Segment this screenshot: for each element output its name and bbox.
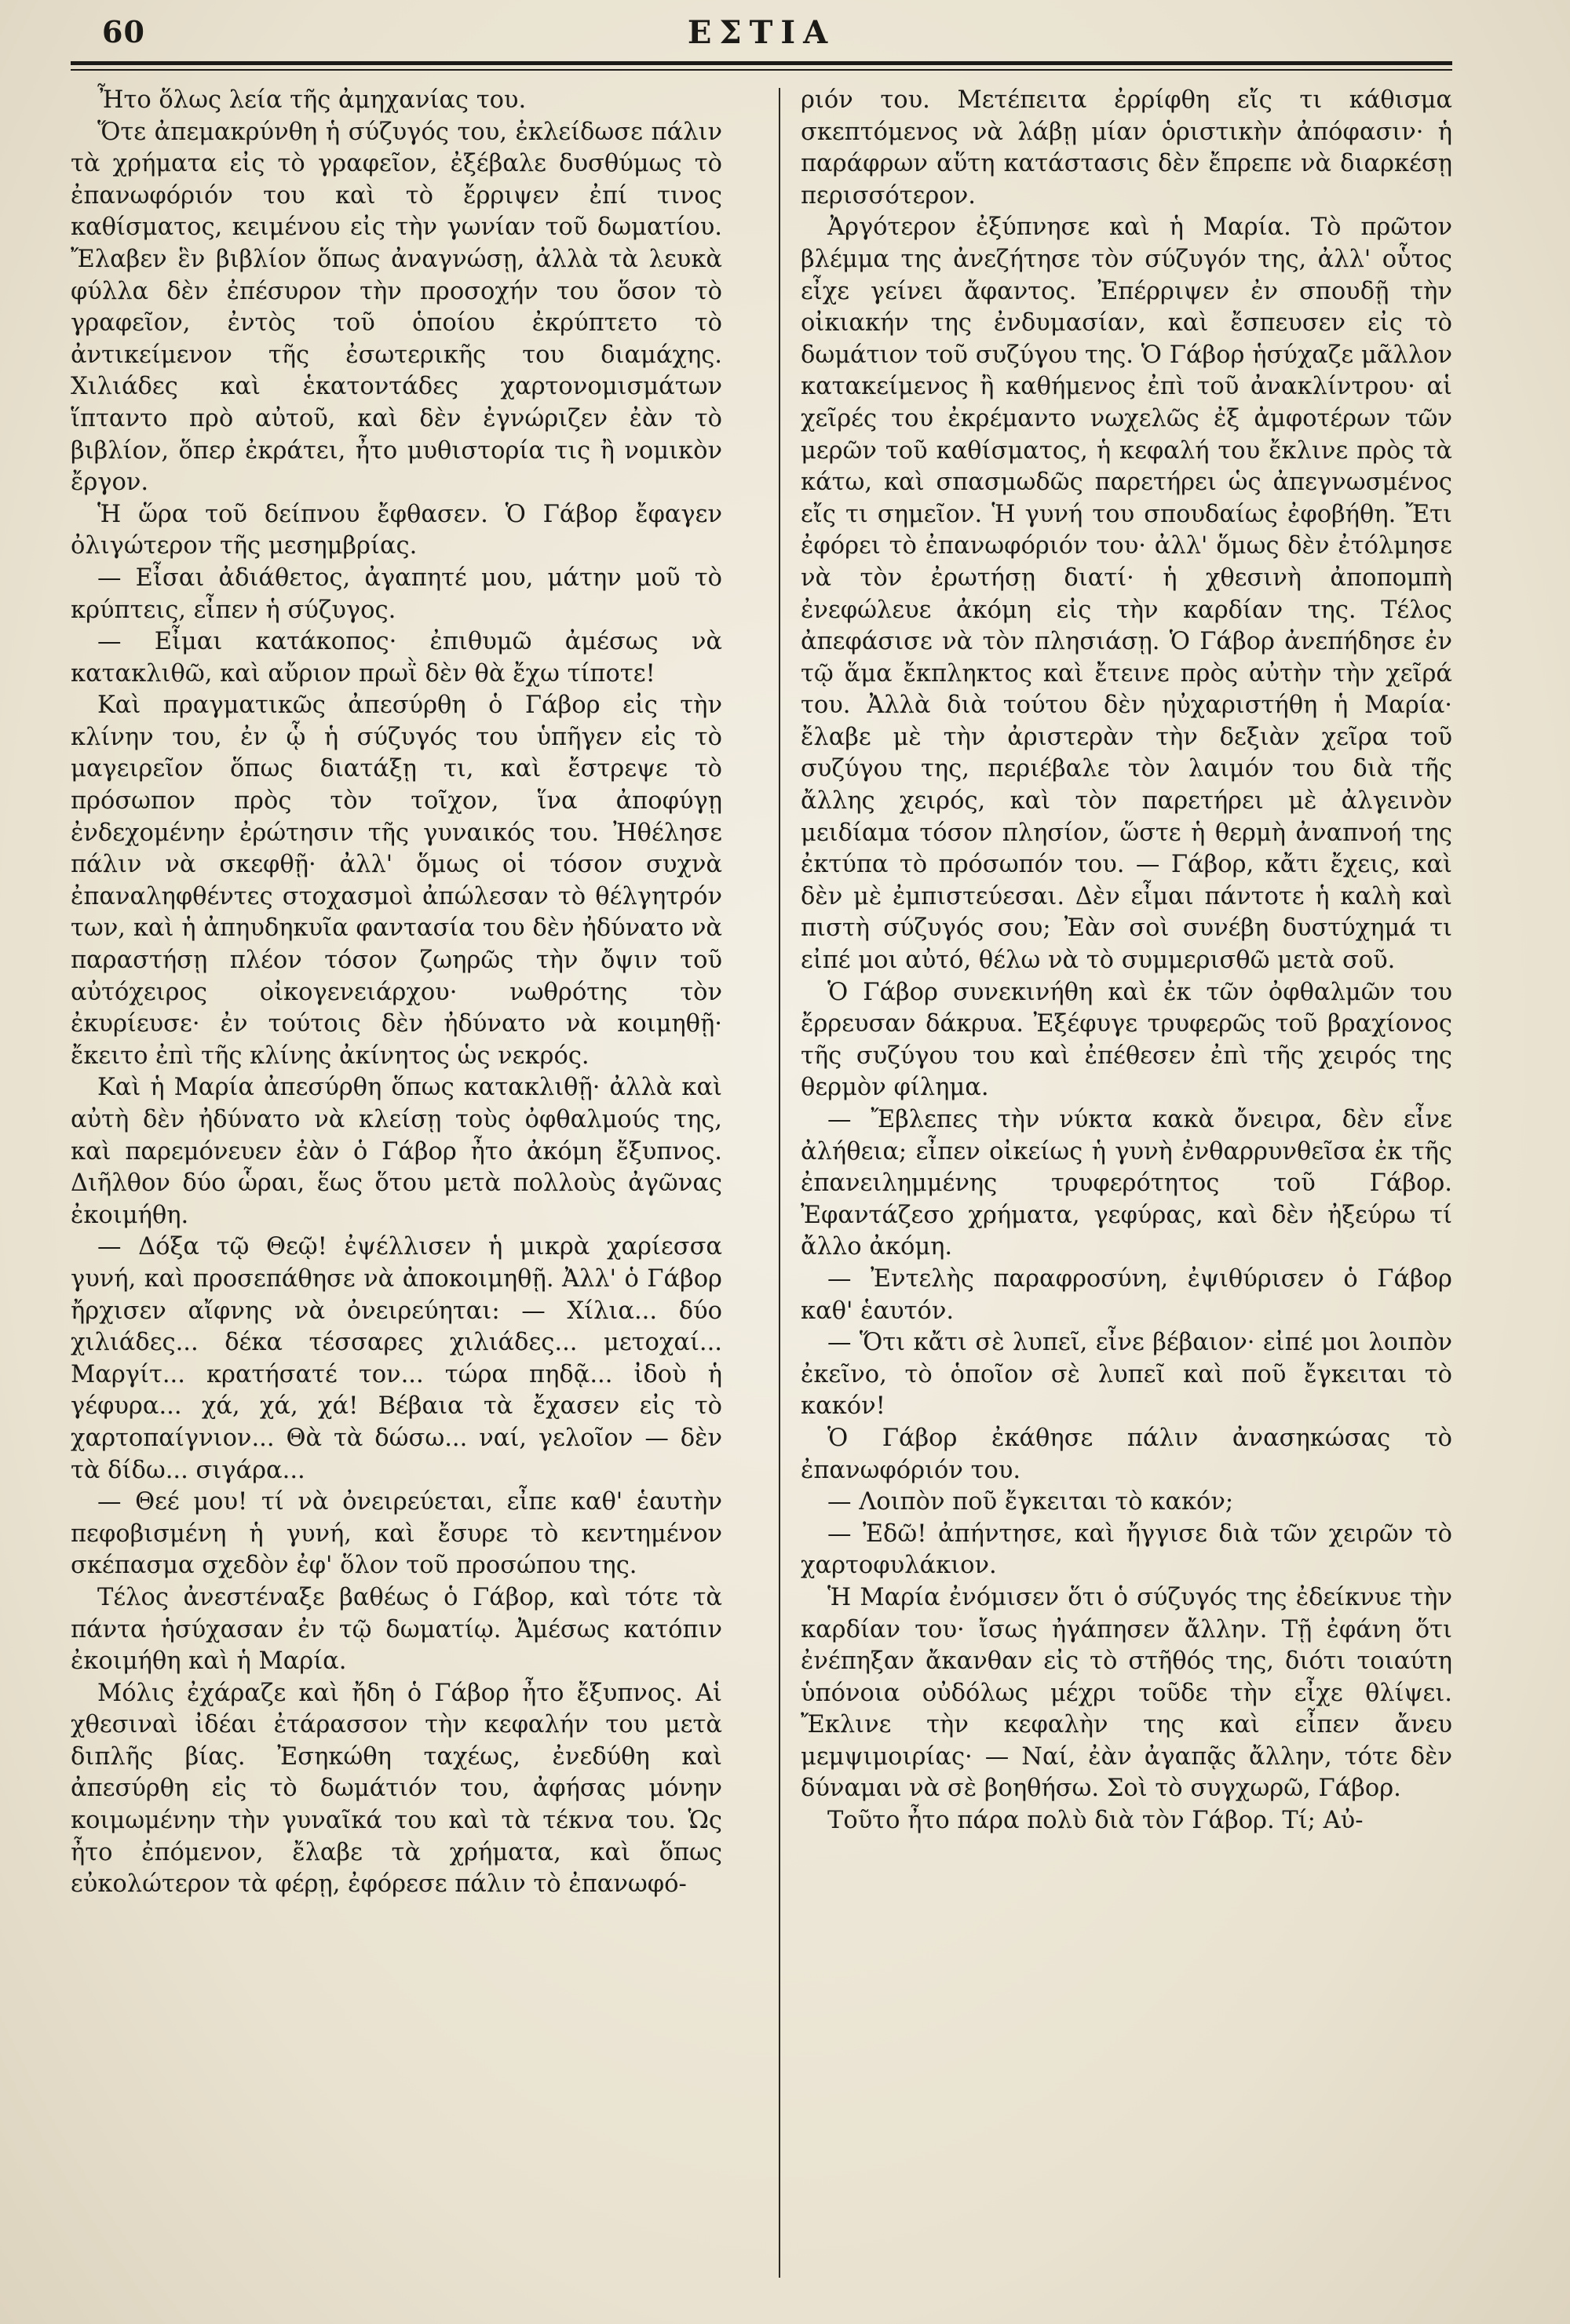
right-paragraph: Ὁ Γάβορ συνεκινήθη καὶ ἐκ τῶν ὀφθαλμῶν του ἔρρευσαν δάκρυα. Ἐξέφυγε τρυφερῶς τοῦ βραχίονος τῆς συζύγου του καὶ ἐπέθεσεν ἐπὶ τῆς χειρός της θερμὸν φίλημα.	[801, 978, 1452, 1102]
header-rule-thin	[71, 69, 1452, 71]
right-paragraph: Ἀργότερον ἐξύπνησε καὶ ἡ Μαρία. Τὸ πρῶτον βλέμμα της ἀνεζήτησε τὸν σύζυγόν της, ἀλλ' οὗτος εἶχε γείνει ἄφαντος. Ἐπέρριψεν ἐν σπουδῇ τὴν οἰκιακήν της ἐνδυμασίαν, καὶ ἔσπευσεν εἰς τὸ δωμάτιον τοῦ συζύγου της. Ὁ Γάβορ ἡσύχαζε μᾶλλον κατακείμενος ἢ καθήμενος ἐπὶ τοῦ ἀνακλίντρου· αἱ χεῖρές του ἐκρέμαντο νωχελῶς ἐξ ἀμφοτέρων τῶν μερῶν τοῦ καθίσματος, ἡ κεφαλή του ἔκλινε πρὸς τὰ κάτω, καὶ σπασμωδῶς παρετήρει ὡς ἀπεγνωσμένος εἴς τι σημεῖον. Ἡ γυνή του σπουδαίως ἐφοβήθη. Ἔτι ἐφόρει τὸ ἐπανωφόριόν του· ἀλλ' ὅμως δὲν ἐτόλμησε νὰ τὸν ἐρωτήσῃ διατί· ἡ χθεσινὴ ἀποπομπὴ ἐνεφώλευε ἀκόμη εἰς τὴν καρδίαν της. Τέλος ἀπεφάσισε νὰ τὸν πλησιάσῃ. Ὁ Γάβορ ἀνεπήδησε ἐν τῷ ἅμα ἔκπληκτος καὶ ἔτεινε πρὸς αὐτὴν τὴν χεῖρά του. Ἀλλὰ διὰ τούτου δὲν ηὐχαριστήθη ἡ Μαρία· ἔλαβε μὲ τὴν ἀριστερὰν τὴν δεξιὰν χεῖρα τοῦ συζύγου της, περιέβαλε τὸν λαιμόν του διὰ τῆς ἄλλης χειρός, καὶ τὸν παρετήρει μὲ ἀλγεινὸν μειδίαμα τόσον πλησίον, ὥστε ἡ θερμὴ ἀναπνοή της ἐκτύπα τὸ πρόσωπόν του. — Γάβορ, κἄτι ἔχεις, καὶ δὲν μὲ ἐμπιστεύεσαι. Δὲν εἶμαι πάντοτε ἡ καλὴ καὶ πιστὴ σύζυγός σου; Ἐὰν σοὶ συνέβη δυστύχημά τι εἰπέ μοι αὐτό, θέλω νὰ τὸ συμμερισθῶ μετὰ σοῦ.	[801, 213, 1452, 975]
left-paragraph: — Δόξα τῷ Θεῷ! ἐψέλλισεν ἡ μικρὰ χαρίεσσα γυνή, καὶ προσεπάθησε νὰ ἀποκοιμηθῇ. Ἀλλ' ὁ Γάβορ ἤρχισεν αἴφνης νὰ ὀνειρεύηται: — Χίλια... δύο χιλιάδες... δέκα τέσσαρες χιλιάδες... μετοχαί... Μαργίτ... κρατήσατέ τον... τώρα πηδᾷ... ἰδοὺ ἡ γέφυρα... χά, χά, χά! Βέβαια τὰ ἔχασεν εἰς τὸ χαρτοπαίγνιον... Θὰ τὰ δώσω... ναί, γελοῖον — δὲν τὰ δίδω... σιγάρα...	[71, 1233, 722, 1484]
left-paragraph: — Εἶμαι κατάκοπος· ἐπιθυμῶ ἀμέσως νὰ κατακλιθῶ, καὶ αὔριον πρωῒ δὲν θὰ ἔχω τίποτε!	[71, 628, 722, 688]
right-paragraph: — Λοιπὸν ποῦ ἔγκειται τὸ κακόν;	[827, 1488, 1234, 1516]
right-paragraph: — Ἔβλεπες τὴν νύκτα κακὰ ὄνειρα, δὲν εἶνε ἀλήθεια; εἶπεν οἰκείως ἡ γυνὴ ἐνθαρρυνθεῖσα ἐκ τῆς ἐπανειλημμένης τρυφερότητος τοῦ Γάβορ. Ἐφαντάζεσο χρήματα, γεφύρας, καὶ δὲν ἠξεύρω τί ἄλλο ἀκόμη.	[801, 1106, 1452, 1261]
left-paragraph: Ἦτο ὅλως λεία τῆς ἀμηχανίας του.	[97, 86, 527, 114]
left-column	[71, 85, 722, 1901]
right-paragraph: Ἡ Μαρία ἐνόμισεν ὅτι ὁ σύζυγός της ἐδείκνυε τὴν καρδίαν του· ἴσως ἠγάπησεν ἄλλην. Τῇ ἐφάνη ὅτι ἐνέπηξαν ἄκανθαν εἰς τὸ στῆθός της, διότι τοιαύτη ὑπόνοια οὐδόλως μέχρι τοῦδε τὴν εἶχε θλίψει. Ἔκλινε τὴν κεφαλὴν της καὶ εἶπεν ἄνευ μεμψιμοιρίας· — Ναί, ἐὰν ἀγαπᾷς ἄλλην, τότε δὲν δύναμαι νὰ σὲ βοηθήσω. Σοὶ τὸ συγχωρῶ, Γάβορ.	[801, 1583, 1452, 1803]
left-paragraph: Καὶ ἡ Μαρία ἀπεσύρθη ὅπως κατακλιθῇ· ἀλλὰ καὶ αὐτὴ δὲν ἠδύνατο νὰ κλείσῃ τοὺς ὀφθαλμούς της, καὶ παρεμόνευεν ἐὰν ὁ Γάβορ ἦτο ἀκόμη ἔξυπνος. Διῆλθον δύο ὧραι, ἕως ὅτου μετὰ πολλοὺς ἀγῶνας ἐκοιμήθη.	[71, 1074, 722, 1229]
right-paragraph: — Ἐδῶ! ἀπήντησε, καὶ ἤγγισε διὰ τῶν χειρῶν τὸ χαρτοφυλάκιον.	[801, 1520, 1452, 1580]
left-paragraph: Τέλος ἀνεστέναξε βαθέως ὁ Γάβορ, καὶ τότε τὰ πάντα ἡσύχασαν ἐν τῷ δωματίῳ. Ἀμέσως κατόπιν ἐκοιμήθη καὶ ἡ Μαρία.	[71, 1583, 722, 1676]
left-paragraph: Ὅτε ἀπεμακρύνθη ἡ σύζυγός του, ἐκλείδωσε πάλιν τὰ χρήματα εἰς τὸ γραφεῖον, ἐξέβαλε δυσθύμως τὸ ἐπανωφόριόν του καὶ τὸ ἔρριψεν ἐπί τινος καθίσματος, κειμένου εἰς τὴν γωνίαν τοῦ δωματίου. Ἔλαβεν ἓν βιβλίον ὅπως ἀναγνώσῃ, ἀλλὰ τὰ λευκὰ φύλλα δὲν ἐπέσυρον τὴν προσοχήν του ὅσον τὸ γραφεῖον, ἐντὸς τοῦ ὁποίου ἐκρύπτετο τὸ ἀντικείμενον τῆς ἐσωτερικῆς του διαμάχης. Χιλιάδες καὶ ἑκατοντάδες χαρτονομισμάτων ἵπταντο πρὸ αὐτοῦ, καὶ δὲν ἐγνώριζεν ἐὰν τὸ βιβλίον, ὅπερ ἐκράτει, ἦτο μυθιστορία τις ἢ νομικὸν ἔργον.	[71, 118, 722, 497]
right-paragraph: — Ὅτι κἄτι σὲ λυπεῖ, εἶνε βέβαιον· εἰπέ μοι λοιπὸν ἐκεῖνο, τὸ ὁποῖον σὲ λυπεῖ καὶ ποῦ ἔγκειται τὸ κακόν!	[801, 1329, 1452, 1421]
right-paragraph: Τοῦτο ἦτο πάρα πολὺ διὰ τὸν Γάβορ. Τί; Αὐ-	[827, 1807, 1364, 1835]
left-paragraph: — Θεέ μου! τί νὰ ὀνειρεύεται, εἶπε καθ' ἑαυτὴν πεφοβισμένη ἡ γυνή, καὶ ἔσυρε τὸ κεντημένον σκέπασμα σχεδὸν ἐφ' ὅλον τοῦ προσώπου της.	[71, 1488, 722, 1580]
header-rule	[71, 61, 1452, 65]
right-column	[801, 85, 1452, 1837]
left-paragraph: Καὶ πραγματικῶς ἀπεσύρθη ὁ Γάβορ εἰς τὴν κλίνην του, ἐν ᾧ ἡ σύζυγός του ὑπῆγεν εἰς τὸ μαγειρεῖον ὅπως διατάξῃ τι, καὶ ἔστρεψε τὸ πρόσωπον πρὸς τὸν τοῖχον, ἵνα ἀποφύγῃ ἐνδεχομένην ἐρώτησιν τῆς γυναικός του. Ἠθέλησε πάλιν νὰ σκεφθῇ· ἀλλ' ὅμως οἱ τόσον συχνὰ ἐπαναληφθέντες στοχασμοὶ ἀπώλεσαν τὸ θέλγητρόν των, καὶ ἡ ἀπηυδηκυῖα φαντασία του δὲν ἠδύνατο νὰ παραστήσῃ πλέον τόσον ζωηρῶς τὴν ὄψιν τοῦ αὐτόχειρος οἰκογενειάρχου· νωθρότης τὸν ἐκυρίευσε· ἐν τούτοις δὲν ἠδύνατο νὰ κοιμηθῇ· ἔκειτο ἐπὶ τῆς κλίνης ἀκίνητος ὡς νεκρός.	[71, 691, 722, 1070]
right-paragraph: — Ἐντελὴς παραφροσύνη, ἐψιθύρισεν ὁ Γάβορ καθ' ἑαυτόν.	[801, 1264, 1452, 1325]
right-paragraph: Ὁ Γάβορ ἐκάθησε πάλιν ἀνασηκώσας τὸ ἐπανωφόριόν του.	[801, 1424, 1452, 1484]
running-title: ΕΣΤΙΑ	[687, 14, 836, 51]
left-paragraph: — Εἶσαι ἀδιάθετος, ἀγαπητέ μου, μάτην μοῦ τὸ κρύπτεις, εἶπεν ἡ σύζυγος.	[71, 564, 722, 624]
page-number: 60	[102, 14, 145, 49]
page-header	[71, 9, 1452, 57]
column-divider	[779, 88, 780, 2278]
left-paragraph: Ἡ ὥρα τοῦ δείπνου ἔφθασεν. Ὁ Γάβορ ἔφαγεν ὀλιγώτερον τῆς μεσημβρίας.	[71, 500, 722, 560]
right-paragraph: ριόν του. Μετέπειτα ἐρρίφθη εἴς τι κάθισμα σκεπτόμενος νὰ λάβῃ μίαν ὁριστικὴν ἀπόφασιν· ἡ παράφρων αὕτη κατάστασις δὲν ἔπρεπε νὰ διαρκέσῃ περισσότερον.	[801, 86, 1452, 210]
left-paragraph: Μόλις ἐχάραζε καὶ ἤδη ὁ Γάβορ ἦτο ἔξυπνος. Αἱ χθεσιναὶ ἰδέαι ἐτάρασσον τὴν κεφαλήν του μετὰ διπλῆς βίας. Ἐσηκώθη ταχέως, ἐνεδύθη καὶ ἀπεσύρθη εἰς τὸ δωμάτιόν του, ἀφήσας μόνην κοιμωμένην τὴν γυναῖκά του καὶ τὰ τέκνα του. Ὡς ἦτο ἐπόμενον, ἔλαβε τὰ χρήματα, καὶ ὅπως εὐκολώτερον τὰ φέρῃ, ἐφόρεσε πάλιν τὸ ἐπανωφό-	[71, 1679, 722, 1899]
